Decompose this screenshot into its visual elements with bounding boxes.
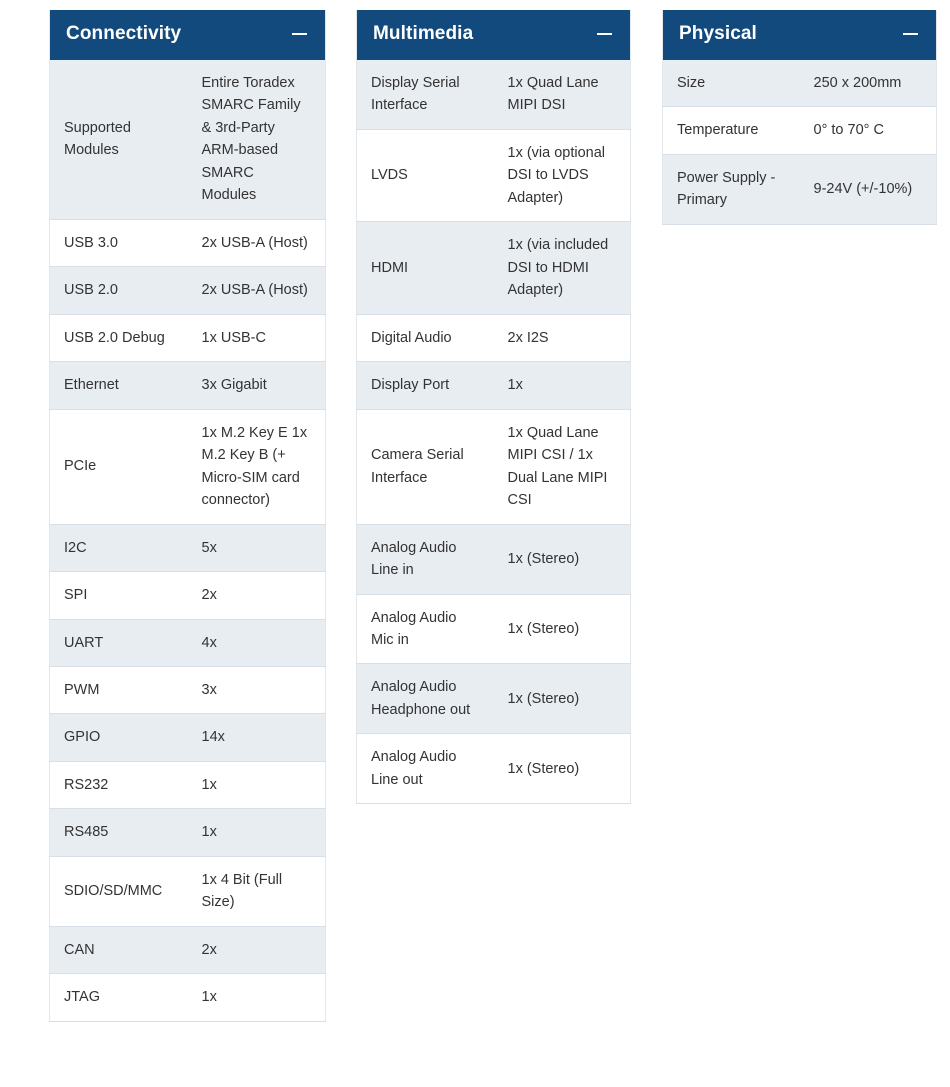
row-value: 1x USB-C [188,314,326,361]
row-value: Entire Toradex SMARC Family & 3rd-Party ARM-based SMARC Modules [188,60,326,219]
section-title: Physical [679,23,757,44]
row-label: Analog Audio Headphone out [357,664,494,734]
row-value: 1x (Stereo) [494,664,631,734]
row-value: 1x (via included DSI to HDMI Adapter) [494,222,631,314]
row-value: 1x (via optional DSI to LVDS Adapter) [494,129,631,221]
section-header-physical[interactable] [663,10,937,60]
table-row [50,572,326,619]
row-label: JTAG [50,974,188,1021]
table-row [357,734,631,804]
table-row [50,761,326,808]
row-label: Analog Audio Line out [357,734,494,804]
minus-icon[interactable] [597,33,612,35]
row-value: 5x [188,524,326,571]
row-label: Supported Modules [50,60,188,219]
table-body-physical [663,60,937,224]
row-label: Power Supply - Primary [663,154,800,224]
row-value: 250 x 200mm [800,60,937,107]
table-row [50,926,326,973]
section-title: Connectivity [66,23,182,44]
table-row [663,107,937,154]
row-value: 0° to 70° C [800,107,937,154]
row-value: 3x [188,666,326,713]
table-row [50,409,326,524]
row-label: Temperature [663,107,800,154]
row-value: 4x [188,619,326,666]
table-row [357,222,631,314]
row-label: SPI [50,572,188,619]
row-value: 1x [188,761,326,808]
section-header-multimedia[interactable] [357,10,631,60]
row-value: 1x (Stereo) [494,524,631,594]
table-row [357,524,631,594]
table-header-physical [663,10,937,60]
table-row [50,666,326,713]
table-row [50,619,326,666]
row-label: Display Port [357,362,494,409]
row-label: USB 2.0 [50,267,188,314]
row-label: I2C [50,524,188,571]
row-value: 2x USB-A (Host) [188,267,326,314]
row-label: GPIO [50,714,188,761]
row-value: 1x [188,809,326,856]
row-value: 2x USB-A (Host) [188,219,326,266]
row-label: Size [663,60,800,107]
section-header-connectivity[interactable] [50,10,326,60]
table-row [50,714,326,761]
spec-table-connectivity [49,10,326,1022]
row-label: LVDS [357,129,494,221]
section-title: Multimedia [373,23,474,44]
table-row [50,524,326,571]
header-row[interactable] [50,10,326,60]
row-value: 1x M.2 Key E 1x M.2 Key B (+ Micro-SIM card connector) [188,409,326,524]
row-label: PWM [50,666,188,713]
table-row [50,219,326,266]
table-row [50,974,326,1021]
table-row [50,314,326,361]
row-value: 1x (Stereo) [494,594,631,664]
row-value: 1x Quad Lane MIPI DSI [494,60,631,129]
table-row [357,664,631,734]
row-value: 1x [188,974,326,1021]
table-row [357,594,631,664]
row-value: 2x [188,572,326,619]
row-label: Display Serial Interface [357,60,494,129]
table-row [663,154,937,224]
table-row [50,362,326,409]
table-row [663,60,937,107]
row-label: UART [50,619,188,666]
row-value: 2x [188,926,326,973]
table-header-multimedia [357,10,631,60]
row-label: Analog Audio Line in [357,524,494,594]
row-value: 14x [188,714,326,761]
table-row [357,60,631,129]
row-label: RS232 [50,761,188,808]
header-row[interactable] [663,10,937,60]
minus-icon[interactable] [292,33,307,35]
row-label: USB 2.0 Debug [50,314,188,361]
spec-table-multimedia [356,10,631,804]
row-label: CAN [50,926,188,973]
table-header-connectivity [50,10,326,60]
row-label: Digital Audio [357,314,494,361]
table-row [50,809,326,856]
table-body-multimedia [357,60,631,804]
row-value: 2x I2S [494,314,631,361]
row-label: RS485 [50,809,188,856]
row-value: 1x [494,362,631,409]
table-row [357,314,631,361]
row-value: 9-24V (+/-10%) [800,154,937,224]
row-value: 1x Quad Lane MIPI CSI / 1x Dual Lane MIPI CSI [494,409,631,524]
row-label: SDIO/SD/MMC [50,856,188,926]
table-row [50,267,326,314]
row-value: 3x Gigabit [188,362,326,409]
table-row [50,60,326,219]
row-label: HDMI [357,222,494,314]
table-body-connectivity [50,60,326,1021]
minus-icon[interactable] [903,33,918,35]
spec-table-physical [662,10,937,225]
row-label: Camera Serial Interface [357,409,494,524]
table-row [357,409,631,524]
row-label: PCIe [50,409,188,524]
row-value: 1x 4 Bit (Full Size) [188,856,326,926]
table-row [357,362,631,409]
table-row [357,129,631,221]
header-row[interactable] [357,10,631,60]
row-label: Analog Audio Mic in [357,594,494,664]
row-value: 1x (Stereo) [494,734,631,804]
row-label: USB 3.0 [50,219,188,266]
row-label: Ethernet [50,362,188,409]
table-row [50,856,326,926]
